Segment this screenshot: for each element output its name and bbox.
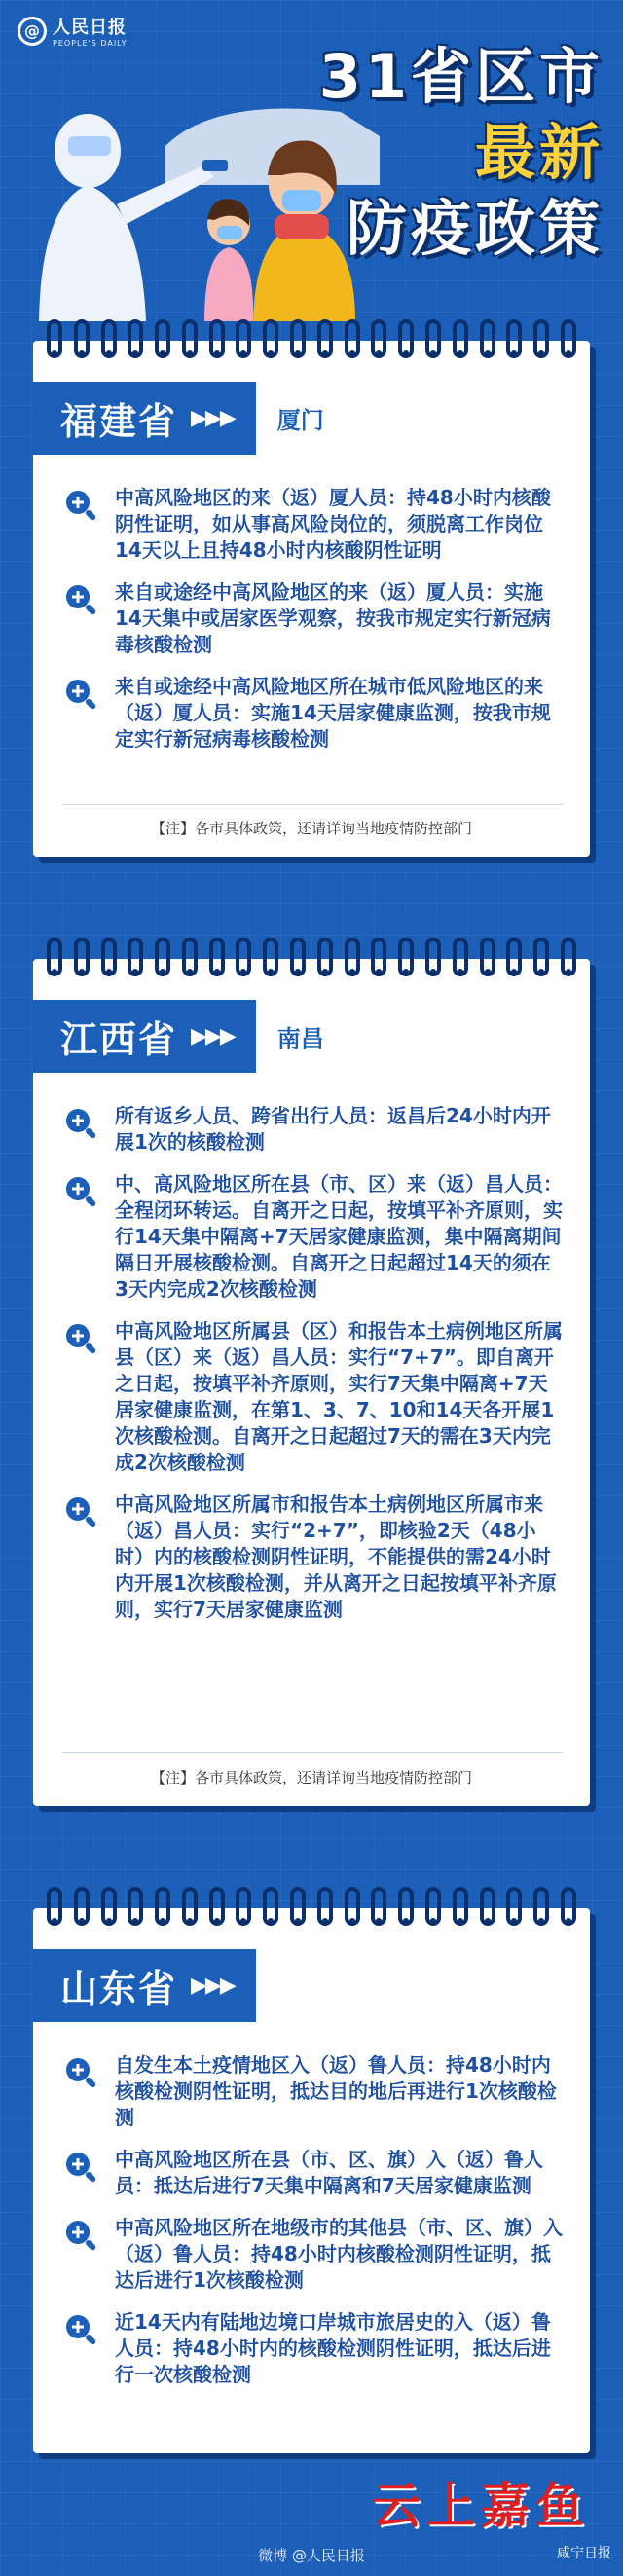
province-card-jiangxi [33,959,590,1806]
city-name: 南昌 [276,1025,324,1052]
policy-item [62,2052,563,2131]
logo-english-name: PEOPLE'S DAILY [53,39,128,48]
notepad-rings [47,1887,576,1930]
magnifier-plus-icon [62,1105,99,1142]
policy-item [62,2215,563,2294]
city-name: 厦门 [276,407,324,434]
province-card-shandong [33,1908,590,2453]
xianning-daily-label: 咸宁日报 [557,2546,611,2561]
people-daily-logo [18,14,127,48]
policy-item [62,2147,563,2199]
policy-text: 所有返乡人员、跨省出行人员：返昌后24小时内开展1次的核酸检测 [115,1104,551,1154]
policy-list [62,2052,563,2404]
policy-item [62,1171,563,1303]
headline [319,39,604,267]
policy-text: 中高风险地区所在县（市、区、旗）入（返）鲁人员：抵达后进行7天集中隔离和7天居家健康监测 [115,2148,543,2197]
page-header [0,0,623,321]
triple-arrow-icon: ▶▶▶ [191,1024,235,1049]
magnifier-plus-icon [62,676,99,713]
policy-text: 来自或途经中高风险地区的来（返）厦人员：实施14天集中或居家医学观察，按我市规定实行新冠病毒核酸检测 [115,580,551,656]
card-header [33,1000,324,1073]
province-card-fujian [33,341,590,857]
policy-item [62,1318,563,1476]
policy-text: 中高风险地区所属市和报告本土病例地区所属市来（返）昌人员：实行“2+7”，即核验2天（48小时）内的核酸检测阴性证明，不能提供的需24小时内开展1次核酸检测，并从离开之日起按填平补齐原则，实行7天居家健康监测 [115,1492,557,1621]
policy-text: 近14天内有陆地边境口岸城市旅居史的入（返）鲁人员：持48小时内的核酸检测阴性证明，抵达后进行一次核酸检测 [115,2310,551,2386]
province-name: 福建省 [60,400,178,443]
policy-text: 中高风险地区所属县（区）和报告本土病例地区所属县（区）来（返）昌人员：实行“7+7”。即自离开之日起，按填平补齐原则，实行7天集中隔离+7天居家健康监测，在第1、3、7、10和14天各开展1次核酸检测。自离开之日起超过7天的需在3天内完成2次核酸检测 [115,1319,563,1474]
magnifier-plus-icon [62,487,99,524]
xianning-daily-credit [557,2543,611,2562]
policy-list [62,485,563,768]
province-name: 江西省 [60,1018,178,1061]
logo-chinese-name: 人民日报 [53,18,127,38]
weibo-credit: 微博 @人民日报 [258,2547,365,2564]
notepad-rings [47,938,576,980]
magnifier-plus-icon [62,1493,99,1530]
headline-line-2: 最新 [474,117,604,188]
at-sign-icon: @ [18,17,47,46]
magnifier-plus-icon [62,2311,99,2348]
policy-item [62,674,563,753]
headline-line-3: 防疫政策 [346,193,604,264]
policy-item [62,2309,563,2388]
policy-item [62,485,563,564]
province-name: 山东省 [60,1968,178,2010]
magnifier-plus-icon [62,581,99,618]
policy-item [62,579,563,658]
magnifier-plus-icon [62,2054,99,2091]
card-header [33,1949,277,2022]
policy-list [62,1103,563,1638]
yunshang-jiayu-watermark: 云上嘉鱼 [372,2477,590,2534]
headline-line-1: 31省区市 [318,41,604,112]
triple-arrow-icon: ▶▶▶ [191,1973,235,1998]
policy-text: 中高风险地区的来（返）厦人员：持48小时内核酸阴性证明，如从事高风险岗位的，须脱离工作岗位14天以上且持48小时内核酸阴性证明 [115,486,551,562]
card-note: 【注】各市具体政策，还请详询当地疫情防控部门 [150,1769,472,1786]
policy-text: 自发生本土疫情地区入（返）鲁人员：持48小时内核酸检测阴性证明，抵达目的地后再进行1次核酸检测 [115,2053,557,2129]
policy-item [62,1491,563,1623]
policy-item [62,1103,563,1156]
policy-text: 来自或途经中高风险地区所在城市低风险地区的来（返）厦人员：实施14天居家健康监测，按我市规定实行新冠病毒核酸检测 [115,675,551,751]
province-tag [33,1949,256,2022]
province-tag [33,382,256,455]
magnifier-plus-icon [62,2149,99,2186]
magnifier-plus-icon [62,2217,99,2254]
policy-text: 中、高风险地区所在县（市、区）来（返）昌人员：全程闭环转运。自离开之日起，按填平补齐原则，实行14天集中隔离+7天居家健康监测，集中隔离期间隔日开展核酸检测。自离开之日起超过14天的须在3天内完成2次核酸检测 [115,1172,563,1301]
card-note: 【注】各市具体政策，还请详询当地疫情防控部门 [150,820,472,837]
magnifier-plus-icon [62,1173,99,1210]
policy-text: 中高风险地区所在地级市的其他县（市、区、旗）入（返）鲁人员：持48小时内核酸检测阴性证明，抵达后进行1次核酸检测 [115,2216,563,2292]
triple-arrow-icon: ▶▶▶ [191,406,235,430]
notepad-rings [47,319,576,362]
magnifier-plus-icon [62,1320,99,1357]
province-tag [33,1000,256,1073]
card-header [33,382,324,455]
